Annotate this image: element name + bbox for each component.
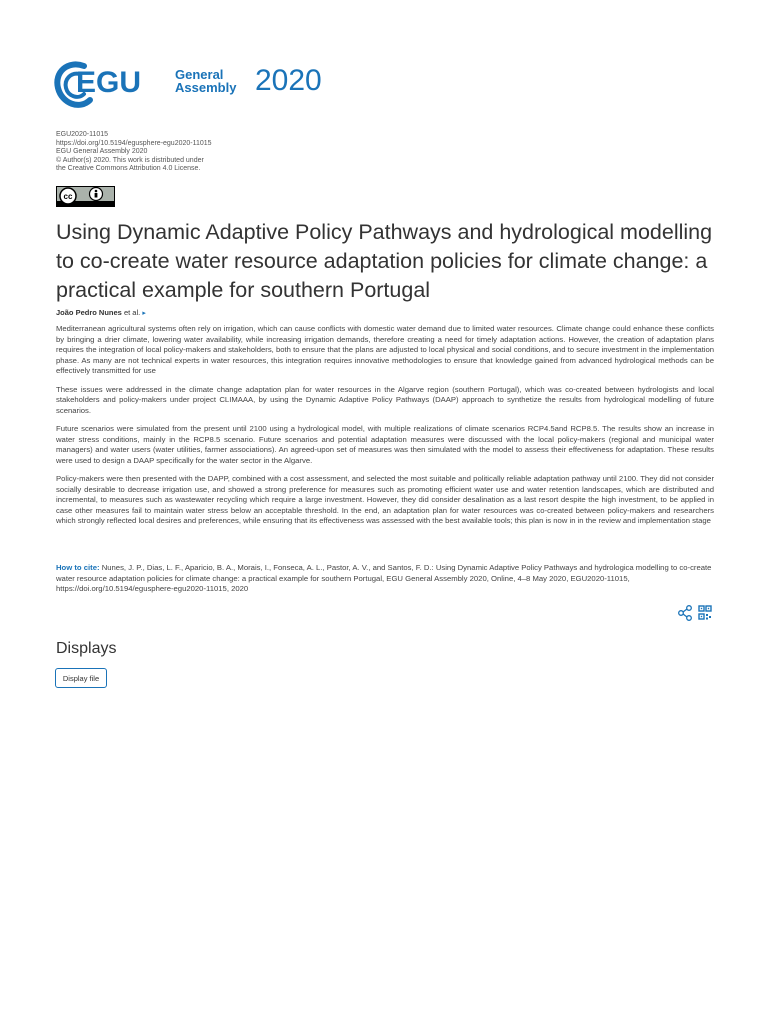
abstract-body (56, 324, 714, 535)
qr-code-icon[interactable] (698, 605, 712, 621)
share-icon[interactable] (678, 605, 692, 621)
logo-egu-text: EGU (76, 66, 142, 99)
egu-logo (54, 58, 322, 112)
logo-general-assembly (175, 68, 236, 94)
svg-text:cc: cc (63, 192, 73, 201)
abstract-paragraph: Mediterranean agricultural systems often rely on irrigation, which can cause conflicts with domestic water demand due to limited water resources. Climate change could enhance these conflicts by bringing a drier climate, lowering water availability, while increasing irrigation demands, therefore creating a need for timely adaptation actions. However, the creation of adaptation plans requires the integration of local policy-makers and stakeholders, both to ensure that the plans are adjusted to local physical and social conditions, and to secure investment in the implementation phase. As many are not technical experts in water resources, this integration requires innovative methodologies to ensure that knowledge gained from advanced hydrological methods can be effectively transmitted for use (56, 324, 714, 375)
expand-authors-icon[interactable]: ▸ (142, 310, 146, 317)
first-author[interactable]: João Pedro Nunes (56, 308, 122, 317)
displays-heading: Displays (56, 640, 117, 657)
abstract-metadata (56, 131, 212, 174)
logo-year: 2020 (255, 64, 322, 97)
logo-general-text: General (175, 67, 224, 82)
conference-name: EGU General Assembly 2020 (56, 148, 148, 156)
abstract-paragraph: Policy-makers were then presented with the DAPP, combined with a cost assessment, and selected the most suitable and politically reliable adaptation pathway until 2100. They did not consider socially desirable to decrease irrigation use, and showed a strong preference for measures such as promoting efficient water use and water retention landscapes, which are distributed and incremental, to measures such as wastewater recycling which require a large investment. However, they did consider desalination as a last resort despite the high investment, to be applied in case other measures fail to maintain water stress below an acceptable threshold. In the end, an adaptation plan for water resources was co-created between policy-makers and researchers which strongly reflected local desires and preferences, while ensuring that its effectiveness was assessed with the best available tools; this plan is now in in the review and implementation stage (56, 474, 714, 525)
doi-link[interactable]: https://doi.org/10.5194/egusphere-egu2020-11015 (56, 139, 212, 147)
logo-assembly-text: Assembly (175, 80, 237, 95)
display-file-button[interactable]: Display file (55, 668, 107, 688)
abstract-paragraph: Future scenarios were simulated from the present until 2100 using a hydrological model, with multiple realizations of climate scenarios RCP4.5and RCP8.5. The results show an increase in water stress conditions, mainly in the RCP8.5 scenario. Future scenarios and potential adaptation measures were discussed with the local policy-makers (regional and municipal water managers) and water users (water utilities, farmer associations). An agreed-upon set of measures was then simulated with the model to assess their effectiveness for adaptation. These results were used to design a DAAP specifically for the water sector in the Algarve. (56, 424, 714, 465)
citation-text: Nunes, J. P., Dias, L. F., Aparicio, B. A., Morais, I., Fonseca, A. L., Pastor, A. V., and Santos, F. D.: Using Dynamic Adaptive Policy Pathways and hydrologica modelling to co-create water resource adaptation policies for climate change: a practical example for southern Portugal, EGU General Assembly 2020, Online, 4–8 May 2020, EGU2020-11015, https://doi.org/10.5194/egusphere-egu2020-11015, 2020 (56, 563, 712, 593)
cc-by-icon[interactable] (56, 186, 115, 207)
license-line: the Creative Commons Attribution 4.0 License. (56, 165, 201, 173)
abstract-id: EGU2020-11015 (56, 131, 109, 138)
et-al-link[interactable]: et al. (123, 308, 141, 317)
how-to-cite (56, 563, 714, 595)
author-line (56, 308, 146, 317)
page-title: Using Dynamic Adaptive Policy Pathways and hydrological modelling to co-create water resource adaptation policies for climate change: a practical example for southern Portugal (56, 220, 713, 302)
abstract-paragraph: These issues were addressed in the climate change adaptation plan for water resources in the Algarve region (southern Portugal), which was co-created between hydrologists and local stakeholders and policy-makers under project CLIMAAA, by using the Dynamic Adaptive Policy Pathways (DAAP) approach to synthetize the results from hydrological modelling of future scenarios. (56, 384, 714, 415)
how-to-cite-label: How to cite: (56, 563, 100, 572)
copyright-line: © Author(s) 2020. This work is distributed under (56, 156, 204, 164)
